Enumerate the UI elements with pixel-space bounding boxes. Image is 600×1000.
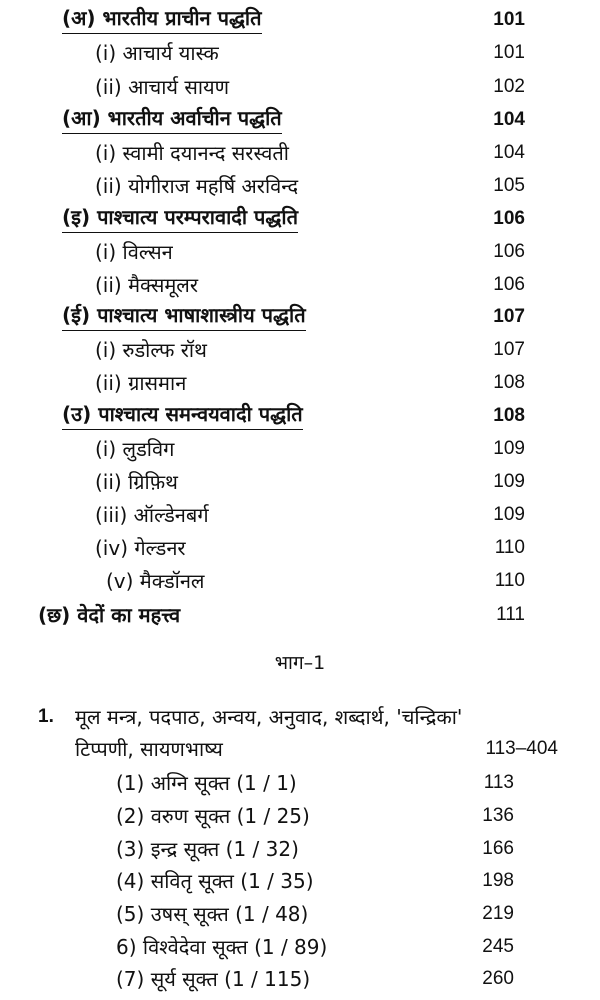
- toc-label: (ii) आचार्य सायण: [95, 75, 230, 99]
- toc-page: 260: [482, 968, 514, 989]
- toc-row: [0, 799, 600, 833]
- toc-row: [0, 465, 600, 499]
- toc-row: [0, 268, 600, 302]
- toc-page: 107: [493, 339, 525, 360]
- toc-page: 136: [482, 805, 514, 826]
- toc-label: (आ) भारतीय अर्वाचीन पद्धति: [62, 103, 282, 134]
- toc-label: मूल मन्त्र, पदपाठ, अन्वय, अनुवाद, शब्दार्थ, 'चन्द्रिका': [75, 705, 463, 729]
- toc-page: 102: [493, 76, 525, 97]
- toc-page: 113–404: [485, 738, 558, 759]
- toc-page: 104: [493, 109, 525, 130]
- toc-page: 108: [493, 405, 525, 426]
- toc-label: 6) विश्वेदेवा सूक्त (1 / 89): [116, 935, 328, 959]
- toc-page: 113: [483, 772, 514, 793]
- toc-row: [0, 766, 600, 800]
- toc-label: (7) सूर्य सूक्त (1 / 115): [116, 967, 311, 991]
- toc-row: [0, 333, 600, 367]
- toc-row: [0, 70, 600, 104]
- toc-row: [0, 169, 600, 203]
- toc-page: 110: [494, 570, 525, 591]
- toc-label: (iv) गेल्डनर: [95, 536, 186, 560]
- toc-row: [0, 564, 600, 598]
- toc-label: (i) आचार्य यास्क: [95, 41, 219, 65]
- toc-page: 166: [482, 838, 514, 859]
- toc-label: (i) स्वामी दयानन्द सरस्वती: [95, 141, 289, 165]
- toc-label: (अ) भारतीय प्राचीन पद्धति: [62, 3, 262, 34]
- toc-row: [0, 598, 600, 632]
- toc-page: 101: [493, 42, 525, 63]
- item-number: 1.: [38, 706, 54, 727]
- toc-label: टिप्पणी, सायणभाष्य: [75, 737, 223, 761]
- part-heading: भाग–1: [274, 652, 326, 674]
- toc-row: [0, 103, 600, 137]
- toc-page: 108: [493, 372, 525, 393]
- toc-page: 109: [493, 438, 525, 459]
- toc-label: (ii) ग्रिफ़िथ: [95, 470, 178, 494]
- toc-label: (उ) पाश्चात्य समन्वयवादी पद्धति: [62, 399, 303, 430]
- toc-page: 106: [493, 241, 525, 262]
- toc-page: 111: [496, 604, 525, 625]
- toc-row: [0, 531, 600, 565]
- toc-row: [0, 399, 600, 433]
- toc-row: [0, 432, 600, 466]
- toc-page: 106: [493, 208, 525, 229]
- toc-label: (ii) योगीराज महर्षि अरविन्द: [95, 174, 299, 198]
- toc-row: [0, 300, 600, 334]
- toc-label: (3) इन्द्र सूक्त (1 / 32): [116, 837, 299, 861]
- toc-label: (4) सवितृ सूक्त (1 / 35): [116, 869, 314, 893]
- toc-row: [0, 235, 600, 269]
- toc-row: [0, 136, 600, 170]
- toc-page: 106: [493, 274, 525, 295]
- toc-row: [0, 700, 600, 734]
- toc-label: (ii) ग्रासमान: [95, 371, 187, 395]
- toc-label: (इ) पाश्चात्य परम्परावादी पद्धति: [62, 202, 298, 233]
- toc-page: 198: [482, 870, 514, 891]
- toc-row: [0, 732, 600, 766]
- toc-label: (i) लुडविग: [95, 437, 175, 461]
- toc-row: [0, 930, 600, 964]
- toc-page: 109: [493, 471, 525, 492]
- toc-row: [0, 202, 600, 236]
- toc-row: [0, 366, 600, 400]
- toc-row: [0, 36, 600, 70]
- toc-row: [0, 3, 600, 37]
- toc-page: 104: [493, 142, 525, 163]
- toc-page: 107: [493, 306, 525, 327]
- toc-page: 101: [493, 9, 525, 30]
- toc-label: (5) उषस् सूक्त (1 / 48): [116, 902, 309, 926]
- toc-label: (iii) ऑल्डेनबर्ग: [95, 503, 209, 527]
- toc-page: 109: [493, 504, 525, 525]
- toc-label: (i) विल्सन: [95, 240, 173, 264]
- toc-label: (छ) वेदों का महत्त्व: [38, 603, 181, 627]
- toc-label: (1) अग्नि सूक्त (1 / 1): [116, 771, 297, 795]
- toc-page: 105: [493, 175, 525, 196]
- toc-label: (v) मैक्डॉनल: [106, 569, 205, 593]
- toc-row: [0, 962, 600, 996]
- toc-page: 110: [494, 537, 525, 558]
- toc-page: 219: [482, 903, 514, 924]
- toc-row: [0, 498, 600, 532]
- toc-row: [0, 832, 600, 866]
- toc-label: (2) वरुण सूक्त (1 / 25): [116, 804, 310, 828]
- toc-page: 245: [482, 936, 514, 957]
- toc-label: (ii) मैक्समूलर: [95, 273, 199, 297]
- toc-label: (i) रुडोल्फ रॉथ: [95, 338, 207, 362]
- toc-label: (ई) पाश्चात्य भाषाशास्त्रीय पद्धति: [62, 300, 306, 331]
- toc-row: [0, 864, 600, 898]
- toc-row: [0, 897, 600, 931]
